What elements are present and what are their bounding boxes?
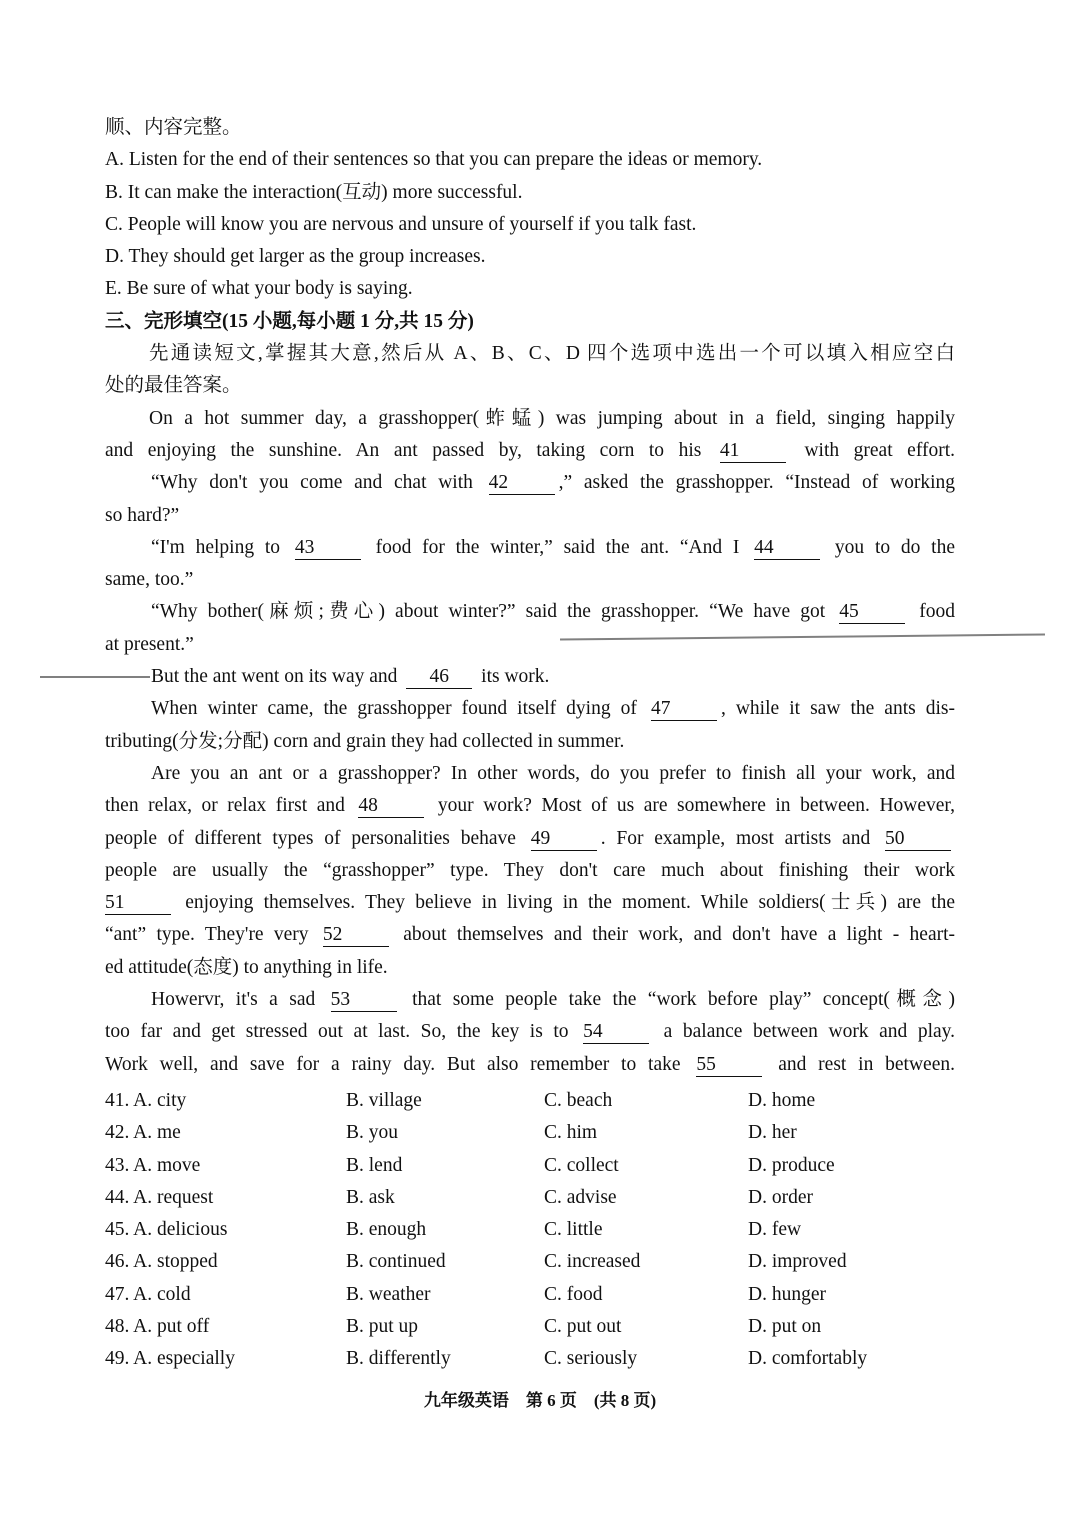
option-row: 44. A. request B. ask C. advise D. order — [105, 1186, 813, 1208]
blank-44: 44 — [754, 537, 820, 560]
option-row: 46. A. stopped B. continued C. increased D. improved — [105, 1251, 847, 1273]
header-line: 顺、内容完整。 — [105, 117, 242, 138]
passage-line: Howervr, it's a sad 53 that some people take the “work before play” concept(概念) — [151, 989, 956, 1011]
passage-line: “Why bother(麻烦;费心) about winter?” said the grasshopper. “We have got 45 food — [151, 601, 956, 623]
blank-48: 48 — [358, 795, 424, 818]
passage-line: 51 enjoying themselves. They believe in living in the moment. While soldiers(士兵) are the — [105, 892, 956, 914]
page-footer: 九年级英语 第 6 页 (共 8 页) — [423, 1391, 657, 1410]
passage-line: Are you an ant or a grasshopper? In other words, do you prefer to finish all your work, and — [151, 762, 955, 784]
options-table — [105, 1085, 955, 1376]
blank-45: 45 — [839, 601, 905, 624]
blank-51: 51 — [105, 892, 171, 915]
sentence-option: A. Listen for the end of their sentences so that you can prepare the ideas or memory. — [105, 149, 763, 171]
passage-line: people of different types of personalities behave 49 . For example, most artists and 50 — [105, 823, 955, 855]
passage-line: tributing(分发;分配) corn and grain they had collected in summer. — [105, 730, 625, 752]
passage-line: But the ant went on its way and 46 its work. — [151, 666, 550, 688]
option-row: 43. A. move B. lend C. collect D. produce — [105, 1154, 835, 1176]
passage-line: “I'm helping to 43 food for the winter,” said the ant. “And I 44 you to do the — [151, 536, 955, 558]
passage-line: and enjoying the sunshine. An ant passed by, taking corn to his 41 with great effort. — [105, 439, 955, 461]
option-row: 48. A. put off B. put up C. put out D. put on — [105, 1316, 822, 1338]
blank-54: 54 — [583, 1021, 649, 1044]
option-row: 42. A. me B. you C. him D. her — [105, 1122, 797, 1144]
passage-line: “Why don't you come and chat with 42 ,” asked the grasshopper. “Instead of working — [151, 472, 955, 494]
passage-line: Work well, and save for a rainy day. But also remember to take 55 and rest in between. — [105, 1053, 955, 1075]
instruction-line: 处的最佳答案。 — [105, 375, 242, 397]
option-row: 41. A. city B. village C. beach D. home — [105, 1090, 816, 1111]
sentence-option: D. They should get larger as the group increases. — [105, 246, 486, 268]
blank-43: 43 — [295, 537, 361, 560]
passage-line: people are usually the “grasshopper” type. They don't care much about finishing their work — [105, 859, 955, 881]
blank-41: 41 — [720, 440, 786, 463]
blank-55: 55 — [696, 1054, 762, 1077]
passage-line: ed attitude(态度) to anything in life. — [105, 956, 388, 978]
sentence-option: E. Be sure of what your body is saying. — [105, 278, 413, 300]
blank-53: 53 — [331, 989, 397, 1012]
option-row: 45. A. delicious B. enough C. little D. few — [105, 1219, 802, 1241]
option-row: 47. A. cold B. weather C. food D. hunger — [105, 1283, 826, 1305]
blank-52: 52 — [323, 924, 389, 947]
option-row: 49. A. especially B. differently C. seriously D. comfortably — [105, 1348, 868, 1370]
blank-47: 47 — [651, 698, 717, 721]
passage-line: then relax, or relax first and 48 your work? Most of us are somewhere in between. However, — [105, 795, 956, 817]
passage-line: too far and get stressed out at last. So, the key is to 54 a balance between work and play. — [105, 1021, 956, 1043]
passage-line: On a hot summer day, a grasshopper(蚱蜢) was jumping about in a field, singing happily — [149, 407, 955, 429]
passage-line: When winter came, the grasshopper found itself dying of 47 , while it saw the ants dis- — [151, 698, 956, 720]
passage-line: at present.” — [105, 633, 194, 655]
passage-line: “ant” type. They're very 52 about themselves and their work, and don't have a light - heart- — [105, 924, 956, 946]
blank-46: 46 — [406, 666, 472, 689]
blank-42: 42 — [489, 472, 555, 495]
exam-page — [105, 112, 955, 1081]
blank-49: 49 — [531, 828, 597, 851]
passage-line: so hard?” — [105, 504, 180, 526]
scan-artifact-line — [40, 676, 150, 678]
passage-line: same, too.” — [105, 569, 194, 591]
blank-50: 50 — [885, 828, 951, 851]
sentence-option: B. It can make the interaction(互动) more successful. — [105, 181, 523, 203]
sentence-option: C. People will know you are nervous and unsure of yourself if you talk fast. — [105, 213, 697, 235]
section-title: 三、完形填空(15 小题,每小题 1 分,共 15 分) — [105, 310, 474, 332]
instruction-line: 先通读短文,掌握其大意,然后从 A、B、C、D 四个选项中选出一个可以填入相应空白 — [149, 343, 955, 365]
